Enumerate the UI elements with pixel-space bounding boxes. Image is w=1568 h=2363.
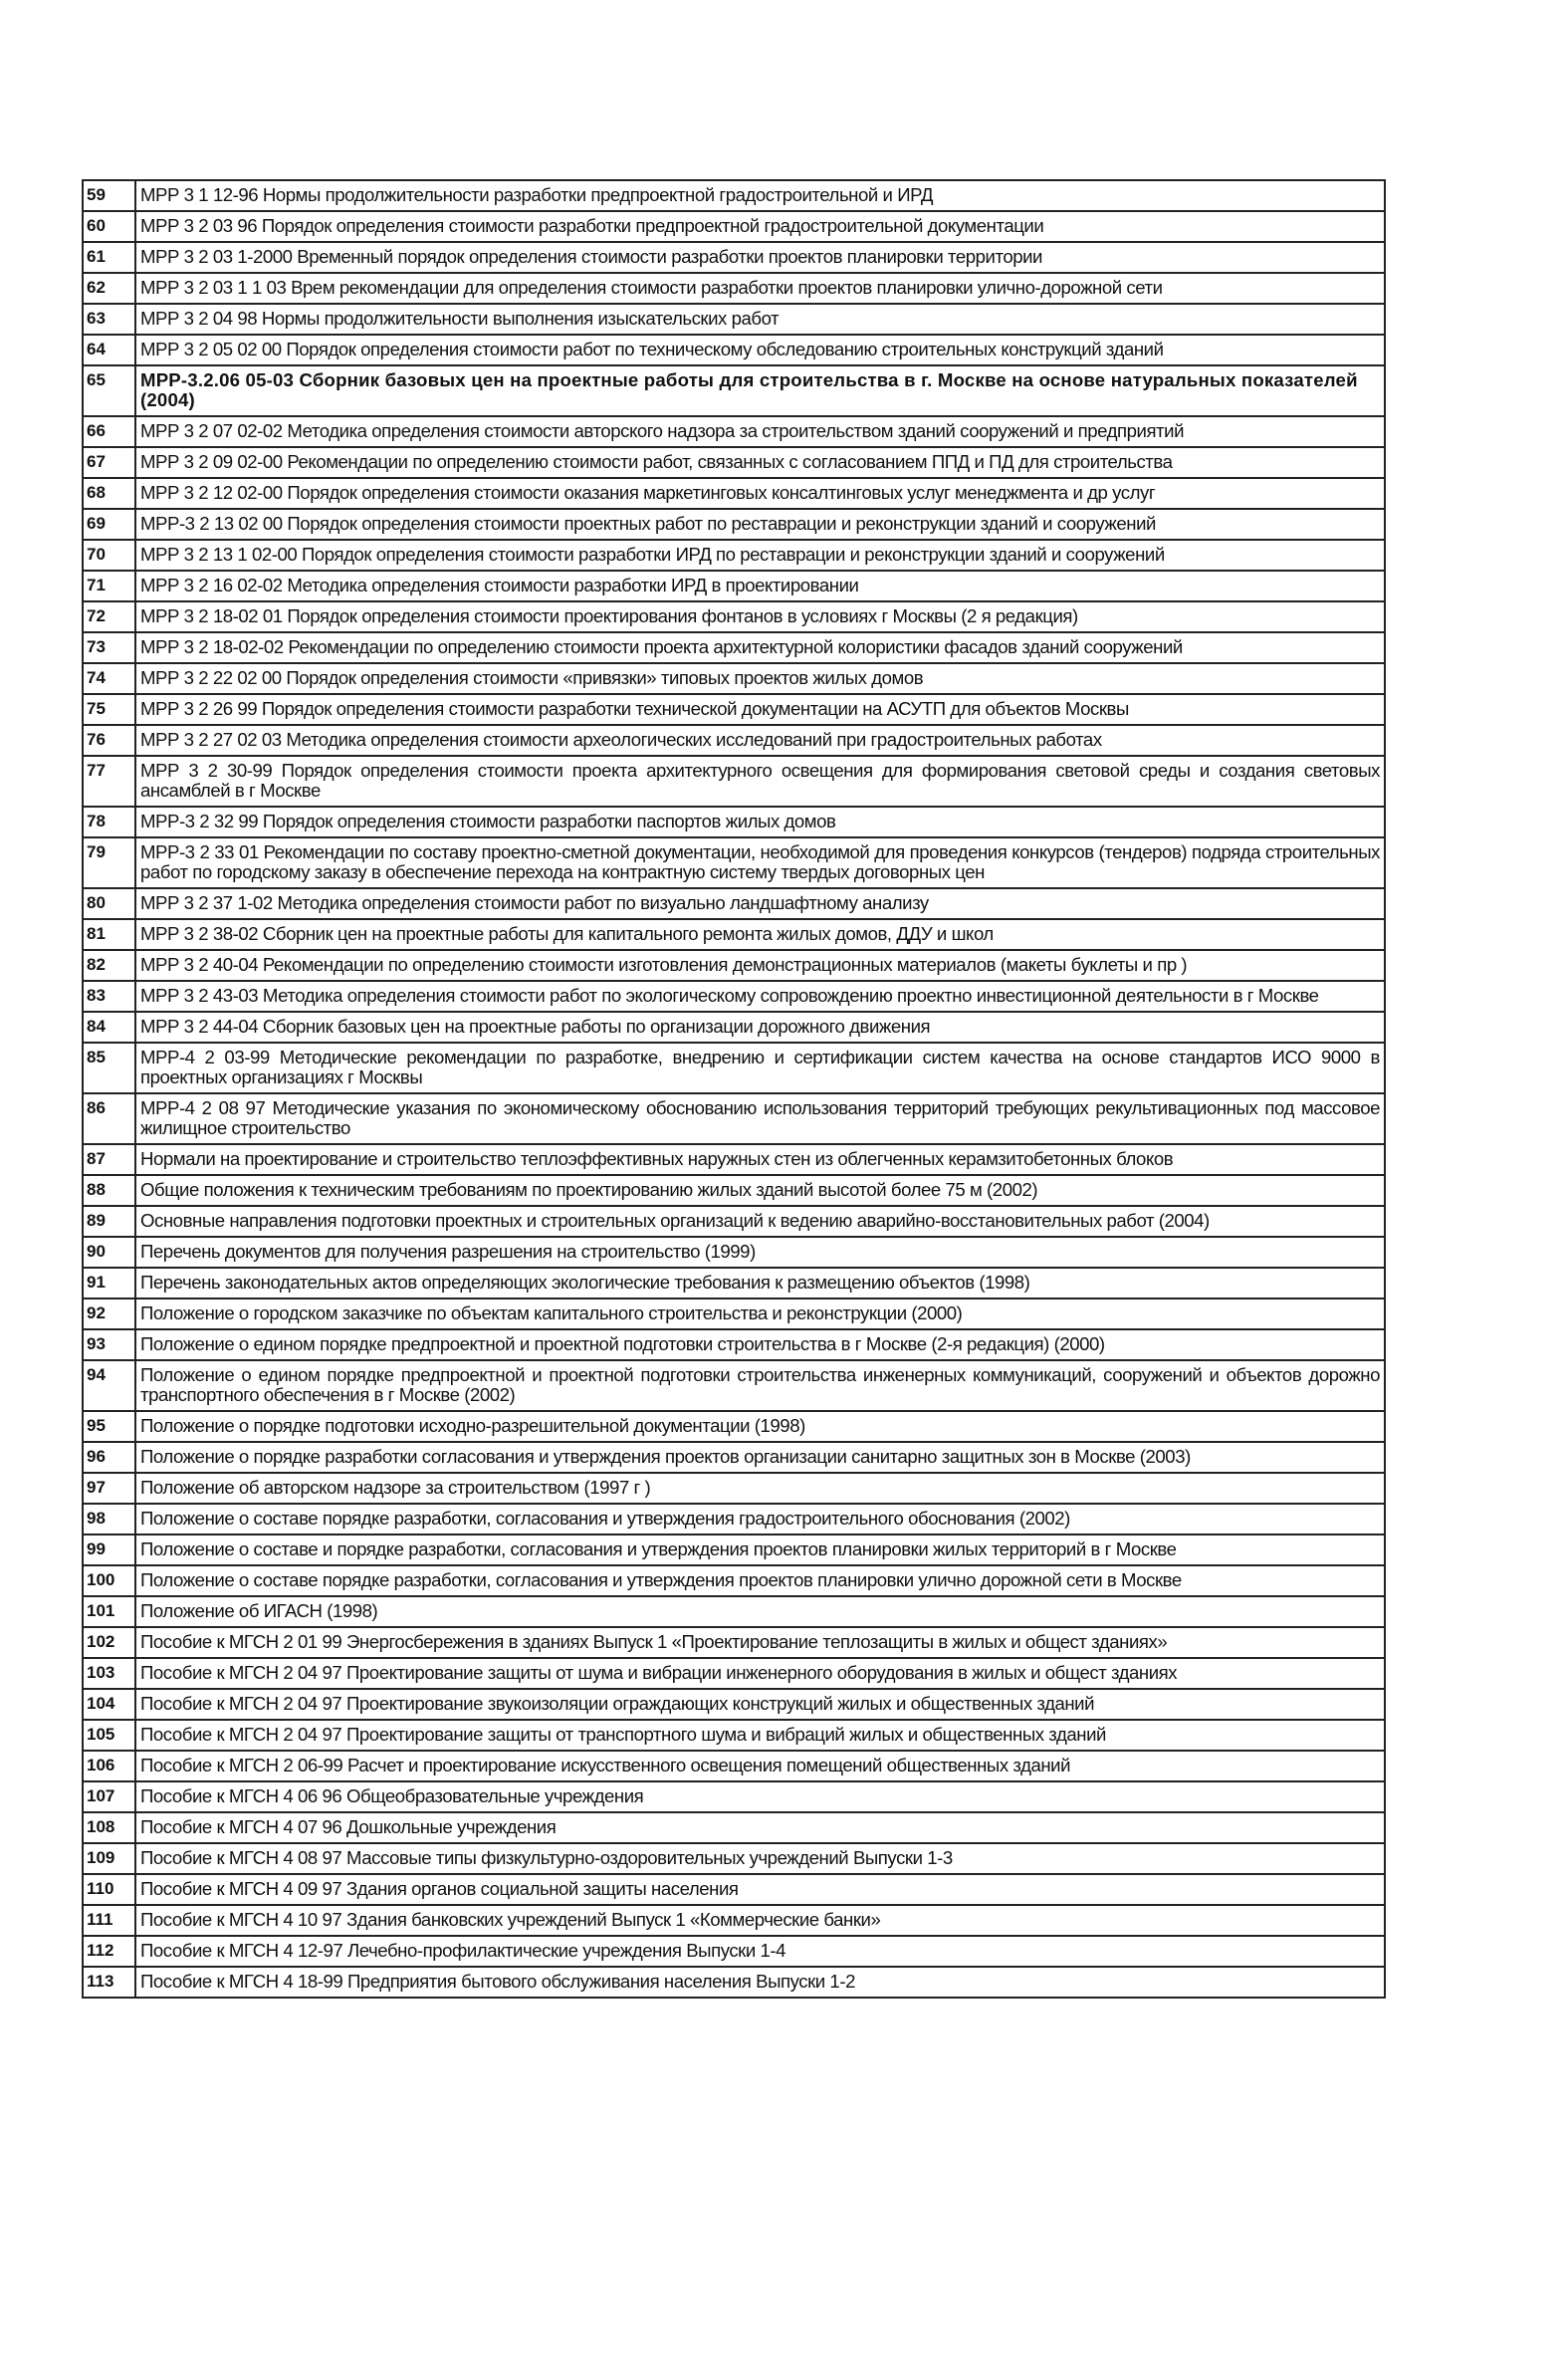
- row-number: 88: [83, 1175, 135, 1206]
- document-title: МРР 3 1 12-96 Нормы продолжительности разработки предпроектной градостроительной и ИРД: [135, 180, 1385, 211]
- table-row: [83, 1967, 1385, 1998]
- document-title: Пособие к МГСН 2 04 97 Проектирование защиты от шума и вибрации инженерного оборудования в жилых и общест зданиях: [135, 1658, 1385, 1689]
- table-row: [83, 365, 1385, 416]
- row-number: 104: [83, 1689, 135, 1720]
- document-title: Общие положения к техническим требованиям по проектированию жилых зданий высотой более 75 м (2002): [135, 1175, 1385, 1206]
- row-number: 100: [83, 1565, 135, 1596]
- table-row: [83, 1781, 1385, 1812]
- row-number: 83: [83, 981, 135, 1012]
- table-row: [83, 1206, 1385, 1237]
- row-number: 61: [83, 242, 135, 273]
- row-number: 92: [83, 1299, 135, 1329]
- table-row: [83, 1442, 1385, 1473]
- document-title: Положение о городском заказчике по объектам капитального строительства и реконструкции (2000): [135, 1299, 1385, 1329]
- table-row: [83, 1627, 1385, 1658]
- row-number: 67: [83, 447, 135, 478]
- row-number: 64: [83, 335, 135, 365]
- table-row: [83, 1565, 1385, 1596]
- document-title: МРР 3 2 07 02-02 Методика определения стоимости авторского надзора за строительством зданий сооружений и предприятий: [135, 416, 1385, 447]
- row-number: 75: [83, 694, 135, 725]
- table-row: [83, 981, 1385, 1012]
- table-row: [83, 632, 1385, 663]
- table-row: [83, 663, 1385, 694]
- document-title: Положение о составе и порядке разработки, согласования и утверждения проектов планировки жилых территорий в г Москве: [135, 1535, 1385, 1565]
- table-row: [83, 1043, 1385, 1093]
- document-title: Положение об авторском надзоре за строительством (1997 г ): [135, 1473, 1385, 1504]
- row-number: 85: [83, 1043, 135, 1093]
- table-row: [83, 211, 1385, 242]
- table-row: [83, 1411, 1385, 1442]
- row-number: 95: [83, 1411, 135, 1442]
- row-number: 62: [83, 273, 135, 304]
- document-title: МРР-3 2 33 01 Рекомендации по составу проектно-сметной документации, необходимой для проведения конкурсов (тендеров) подряда строительных работ по городскому заказу в обеспечение перехода на контрактную систему твердых договорных цен: [135, 837, 1385, 888]
- table-row: [83, 304, 1385, 335]
- row-number: 71: [83, 571, 135, 601]
- row-number: 110: [83, 1874, 135, 1905]
- table-row: [83, 273, 1385, 304]
- document-title: Пособие к МГСН 4 07 96 Дошкольные учреждения: [135, 1812, 1385, 1843]
- document-title: МРР 3 2 09 02-00 Рекомендации по определению стоимости работ, связанных с согласованием ППД и ПД для строительства: [135, 447, 1385, 478]
- row-number: 111: [83, 1905, 135, 1936]
- row-number: 72: [83, 601, 135, 632]
- table-row: [83, 837, 1385, 888]
- document-title: МРР 3 2 37 1-02 Методика определения стоимости работ по визуально ландшафтному анализу: [135, 888, 1385, 919]
- table-row: [83, 478, 1385, 509]
- row-number: 60: [83, 211, 135, 242]
- document-title: МРР 3 2 03 1 1 03 Врем рекомендации для определения стоимости разработки проектов планировки улично-дорожной сети: [135, 273, 1385, 304]
- row-number: 68: [83, 478, 135, 509]
- document-title: Пособие к МГСН 2 01 99 Энергосбережения в зданиях Выпуск 1 «Проектирование теплозащиты в жилых и общест зданиях»: [135, 1627, 1385, 1658]
- row-number: 84: [83, 1012, 135, 1043]
- row-number: 98: [83, 1504, 135, 1535]
- table-row: [83, 447, 1385, 478]
- table-row: [83, 180, 1385, 211]
- document-title: МРР 3 2 13 1 02-00 Порядок определения стоимости разработки ИРД по реставрации и реконструкции зданий и сооружений: [135, 540, 1385, 571]
- row-number: 59: [83, 180, 135, 211]
- table-row: [83, 1268, 1385, 1299]
- document-title: МРР-4 2 03-99 Методические рекомендации по разработке, внедрению и сертификации систем качества на основе стандартов ИСО 9000 в проектных организациях г Москвы: [135, 1043, 1385, 1093]
- document-title: Пособие к МГСН 4 12-97 Лечебно-профилактические учреждения Выпуски 1-4: [135, 1936, 1385, 1967]
- row-number: 109: [83, 1843, 135, 1874]
- document-title: Пособие к МГСН 2 04 97 Проектирование звукоизоляции ограждающих конструкций жилых и общественных зданий: [135, 1689, 1385, 1720]
- table-row: [83, 1144, 1385, 1175]
- row-number: 94: [83, 1360, 135, 1411]
- row-number: 91: [83, 1268, 135, 1299]
- row-number: 65: [83, 365, 135, 416]
- row-number: 82: [83, 950, 135, 981]
- row-number: 78: [83, 807, 135, 837]
- document-title: Перечень документов для получения разрешения на строительство (1999): [135, 1237, 1385, 1268]
- table-row: [83, 1720, 1385, 1751]
- table-row: [83, 950, 1385, 981]
- row-number: 99: [83, 1535, 135, 1565]
- table-row: [83, 1874, 1385, 1905]
- row-number: 73: [83, 632, 135, 663]
- document-title: МРР 3 2 43-03 Методика определения стоимости работ по экологическому сопровождению проектно инвестиционной деятельности в г Москве: [135, 981, 1385, 1012]
- table-row: [83, 1658, 1385, 1689]
- row-number: 77: [83, 756, 135, 807]
- row-number: 113: [83, 1967, 135, 1998]
- row-number: 105: [83, 1720, 135, 1751]
- table-row: [83, 1237, 1385, 1268]
- document-title: МРР 3 2 38-02 Сборник цен на проектные работы для капитального ремонта жилых домов, ДДУ и школ: [135, 919, 1385, 950]
- table-row: [83, 1751, 1385, 1781]
- row-number: 70: [83, 540, 135, 571]
- document-title: Основные направления подготовки проектных и строительных организаций к ведению аварийно-восстановительных работ (2004): [135, 1206, 1385, 1237]
- document-title: МРР 3 2 44-04 Сборник базовых цен на проектные работы по организации дорожного движения: [135, 1012, 1385, 1043]
- document-title: МРР 3 2 18-02-02 Рекомендации по определению стоимости проекта архитектурной колористики фасадов зданий сооружений: [135, 632, 1385, 663]
- document-title: МРР 3 2 05 02 00 Порядок определения стоимости работ по техническому обследованию строительных конструкций зданий: [135, 335, 1385, 365]
- row-number: 80: [83, 888, 135, 919]
- document-title: Положение о порядке разработки согласования и утверждения проектов организации санитарно защитных зон в Москве (2003): [135, 1442, 1385, 1473]
- row-number: 79: [83, 837, 135, 888]
- document-title: МРР 3 2 26 99 Порядок определения стоимости разработки технической документации на АСУТП для объектов Москвы: [135, 694, 1385, 725]
- row-number: 81: [83, 919, 135, 950]
- document-title: МРР 3 2 30-99 Порядок определения стоимости проекта архитектурного освещения для формирования световой среды и создания световых ансамблей в г Москве: [135, 756, 1385, 807]
- row-number: 66: [83, 416, 135, 447]
- table-row: [83, 540, 1385, 571]
- row-number: 97: [83, 1473, 135, 1504]
- table-row: [83, 1812, 1385, 1843]
- document-title: Перечень законодательных актов определяющих экологические требования к размещению объектов (1998): [135, 1268, 1385, 1299]
- table-row: [83, 888, 1385, 919]
- table-row: [83, 416, 1385, 447]
- table-row: [83, 725, 1385, 756]
- table-row: [83, 756, 1385, 807]
- row-number: 69: [83, 509, 135, 540]
- table-row: [83, 1360, 1385, 1411]
- table-row: [83, 919, 1385, 950]
- document-title: Пособие к МГСН 4 18-99 Предприятия бытового обслуживания населения Выпуски 1-2: [135, 1967, 1385, 1998]
- table-row: [83, 509, 1385, 540]
- table-row: [83, 1936, 1385, 1967]
- row-number: 87: [83, 1144, 135, 1175]
- table-row: [83, 1012, 1385, 1043]
- row-number: 102: [83, 1627, 135, 1658]
- row-number: 107: [83, 1781, 135, 1812]
- row-number: 86: [83, 1093, 135, 1144]
- document-title: МРР 3 2 03 96 Порядок определения стоимости разработки предпроектной градостроительной документации: [135, 211, 1385, 242]
- row-number: 63: [83, 304, 135, 335]
- document-title: Пособие к МГСН 4 09 97 Здания органов социальной защиты населения: [135, 1874, 1385, 1905]
- row-number: 108: [83, 1812, 135, 1843]
- table-body: [83, 180, 1385, 1998]
- table-row: [83, 1535, 1385, 1565]
- document-title: МРР-3 2 13 02 00 Порядок определения стоимости проектных работ по реставрации и реконструкции зданий и сооружений: [135, 509, 1385, 540]
- table-row: [83, 694, 1385, 725]
- table-row: [83, 1504, 1385, 1535]
- table-row: [83, 807, 1385, 837]
- table-row: [83, 335, 1385, 365]
- document-title: МРР 3 2 04 98 Нормы продолжительности выполнения изыскательских работ: [135, 304, 1385, 335]
- row-number: 112: [83, 1936, 135, 1967]
- document-title: МРР-4 2 08 97 Методические указания по экономическому обоснованию использования территорий требующих рекультивационных под массовое жилищное строительство: [135, 1093, 1385, 1144]
- table-row: [83, 1905, 1385, 1936]
- document-title: МРР 3 2 27 02 03 Методика определения стоимости археологических исследований при градостроительных работах: [135, 725, 1385, 756]
- document-title: Пособие к МГСН 4 08 97 Массовые типы физкультурно-оздоровительных учреждений Выпуски 1-3: [135, 1843, 1385, 1874]
- document-title: МРР 3 2 40-04 Рекомендации по определению стоимости изготовления демонстрационных материалов (макеты буклеты и пр ): [135, 950, 1385, 981]
- document-title: МРР-3 2 32 99 Порядок определения стоимости разработки паспортов жилых домов: [135, 807, 1385, 837]
- table-row: [83, 601, 1385, 632]
- row-number: 101: [83, 1596, 135, 1627]
- table-row: [83, 1689, 1385, 1720]
- document-title: Пособие к МГСН 4 10 97 Здания банковских учреждений Выпуск 1 «Коммерческие банки»: [135, 1905, 1385, 1936]
- table-row: [83, 242, 1385, 273]
- document-title: Положение о едином порядке предпроектной и проектной подготовки строительства инженерных коммуникаций, сооружений и объектов дорожно транспортного обеспечения в г Москве (2002): [135, 1360, 1385, 1411]
- table-row: [83, 1299, 1385, 1329]
- row-number: 76: [83, 725, 135, 756]
- document-title: Положение о составе порядке разработки, согласования и утверждения градостроительного обоснования (2002): [135, 1504, 1385, 1535]
- row-number: 89: [83, 1206, 135, 1237]
- table-row: [83, 1175, 1385, 1206]
- row-number: 103: [83, 1658, 135, 1689]
- document-title: МРР-3.2.06 05-03 Сборник базовых цен на проектные работы для строительства в г. Москве на основе натуральных показателей (2004): [135, 365, 1385, 416]
- document-title: МРР 3 2 12 02-00 Порядок определения стоимости оказания маркетинговых консалтинговых услуг менеджмента и др услуг: [135, 478, 1385, 509]
- document-title: Положение об ИГАСН (1998): [135, 1596, 1385, 1627]
- table-row: [83, 1329, 1385, 1360]
- document-title: МРР 3 2 18-02 01 Порядок определения стоимости проектирования фонтанов в условиях г Москвы (2 я редакция): [135, 601, 1385, 632]
- document-title: МРР 3 2 22 02 00 Порядок определения стоимости «привязки» типовых проектов жилых домов: [135, 663, 1385, 694]
- document-title: Положение о составе порядке разработки, согласования и утверждения проектов планировки улично дорожной сети в Москве: [135, 1565, 1385, 1596]
- row-number: 96: [83, 1442, 135, 1473]
- row-number: 74: [83, 663, 135, 694]
- row-number: 93: [83, 1329, 135, 1360]
- table-row: [83, 571, 1385, 601]
- document-title: Пособие к МГСН 2 06-99 Расчет и проектирование искусственного освещения помещений общественных зданий: [135, 1751, 1385, 1781]
- document-title: Положение о порядке подготовки исходно-разрешительной документации (1998): [135, 1411, 1385, 1442]
- row-number: 106: [83, 1751, 135, 1781]
- table-row: [83, 1843, 1385, 1874]
- normative-documents-table: [82, 179, 1386, 1999]
- row-number: 90: [83, 1237, 135, 1268]
- table-row: [83, 1093, 1385, 1144]
- document-title: Нормали на проектирование и строительство теплоэффективных наружных стен из облегченных керамзитобетонных блоков: [135, 1144, 1385, 1175]
- table-row: [83, 1596, 1385, 1627]
- document-title: Пособие к МГСН 4 06 96 Общеобразовательные учреждения: [135, 1781, 1385, 1812]
- document-title: Положение о едином порядке предпроектной и проектной подготовки строительства в г Москве (2-я редакция) (2000): [135, 1329, 1385, 1360]
- table-row: [83, 1473, 1385, 1504]
- document-page: [82, 179, 1386, 1999]
- document-title: МРР 3 2 16 02-02 Методика определения стоимости разработки ИРД в проектировании: [135, 571, 1385, 601]
- document-title: МРР 3 2 03 1-2000 Временный порядок определения стоимости разработки проектов планировки территории: [135, 242, 1385, 273]
- document-title: Пособие к МГСН 2 04 97 Проектирование защиты от транспортного шума и вибраций жилых и общественных зданий: [135, 1720, 1385, 1751]
